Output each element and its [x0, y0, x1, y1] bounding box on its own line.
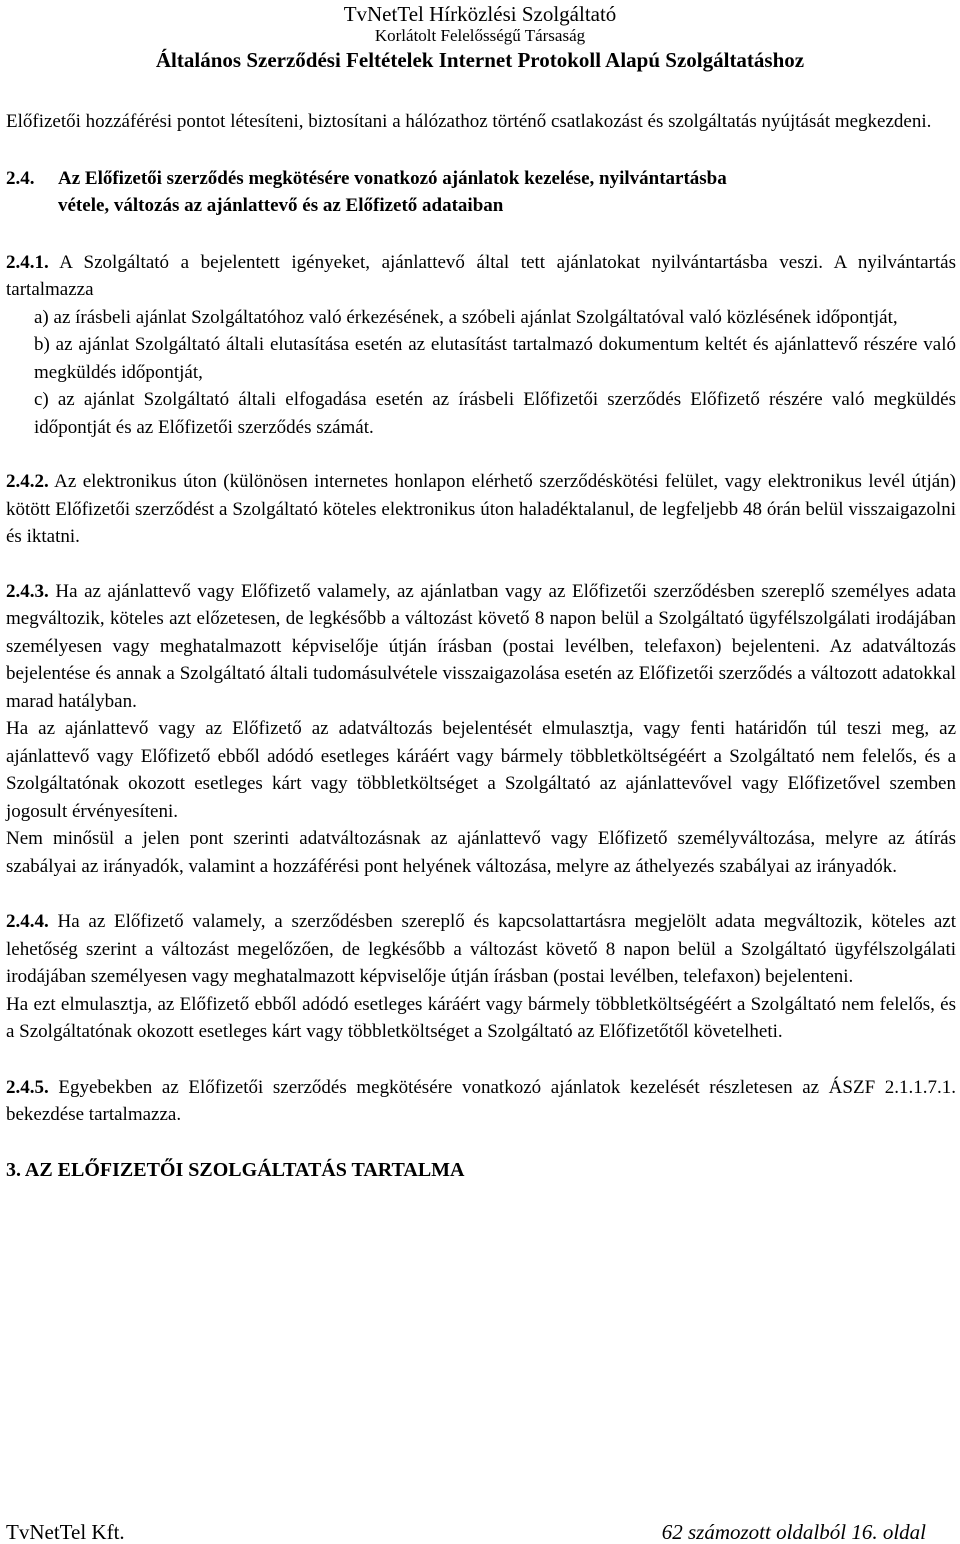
document-body: [6, 108, 956, 1184]
section-2-4-4-paragraph-2: Ha ezt elmulasztja, az Előfizető ebből adódó esetleges káráért vagy bármely többletköltségéért a Szolgáltató nem felelős, és a Szolgáltatónak okozott esetleges kárt vagy többletköltséget a Szolgáltató az Előfizetőtől követelheti.: [6, 993, 956, 1042]
section-title-line2: vétele, változás az ajánlattevő és az Előfizető adataiban: [58, 195, 504, 216]
section-number: 2.4.4.: [6, 911, 49, 932]
section-2-4-4: [6, 908, 956, 991]
document-title: Általános Szerződési Feltételek Internet Protokoll Alapú Szolgáltatáshoz: [155, 48, 805, 72]
section-number: 2.4.: [6, 167, 35, 189]
intro-paragraph: Előfizetői hozzáférési pontot létesíteni, biztosítani a hálózathoz történő csatlakozást és szolgáltatás nyújtását megkezdeni.: [6, 111, 932, 132]
section-2-4-5: [6, 1074, 956, 1129]
company-type: Korlátolt Felelősségű Társaság: [374, 26, 586, 45]
list-item-a: a) az írásbeli ajánlat Szolgáltatóhoz való érkezésének, a szóbeli ajánlat Szolgáltatóval való közlésének időpontját,: [34, 306, 898, 328]
section-2-4-3-paragraph-2: Ha az ajánlattevő vagy az Előfizető az adatváltozás bejelentését elmulasztja, vagy fenti határidőn túl teszi meg, az ajánlattevő vagy Előfizető ebből adódó esetleges káráért vagy bármely többletköltségéért a Szolgáltató nem felelős, és a Szolgáltatónak okozott esetleges kárt vagy többletköltséget a Szolgáltató az ajánlattevővel vagy Előfizetővel szemben jogosult érvényesíteni.: [6, 718, 956, 822]
section-2-4-3-paragraph-3: Nem minősül a jelen pont szerinti adatváltozásnak az ajánlattevő vagy Előfizető személyváltozása, melyre az átírás szabályai az irányadók, valamint a hozzáférési pont helyének változása, melyre az áthelyezés szabályai az irányadók.: [6, 828, 956, 877]
section-2-4-heading: [6, 165, 956, 220]
section-number: 2.4.2.: [6, 471, 49, 492]
section-text: Egyebekben az Előfizetői szerződés megkötésére vonatkozó ajánlatok kezelését részletesen az ÁSZF 2.1.1.7.1. bekezdése tartalmazza.: [6, 1076, 957, 1125]
section-text: Ha az ajánlattevő vagy Előfizető valamely, az ajánlatban vagy az Előfizetői szerződésben szereplő személyes adata megváltozik, köteles azt előzetesen, de legkésőbb a változást követő 8 napon belül a Szolgáltató ügyfélszolgálati irodájában személyesen vagy meghatalmazott képviselője útján írásban (postai levélben, telefaxon) bejelenteni. Az adatváltozás bejelentése és annak a Szolgáltató általi tudomásulvétele visszaigazolása esetén az Előfizetői szerződés a változott adatokkal marad hatályban.: [6, 580, 956, 712]
section-number: 2.4.3.: [6, 580, 49, 602]
chapter-3-heading: 3. AZ ELŐFIZETŐI SZOLGÁLTATÁS TARTALMA: [6, 1158, 465, 1181]
page-header: [0, 2, 960, 74]
company-name: TvNetTel Hírközlési Szolgáltató: [343, 2, 617, 26]
section-text: A Szolgáltató a bejelentett igényeket, ajánlattevő által tett ajánlatokat nyilvántartásba veszi. A nyilvántartás tartalmazza: [6, 251, 956, 300]
section-title-line1: Az Előfizetői szerződés megkötésére vonatkozó ajánlatok kezelése, nyilvántartásba: [58, 167, 727, 189]
footer-page-number: 62 számozott oldalból 16. oldal: [661, 1520, 926, 1544]
section-2-4-2: [6, 468, 956, 551]
list-item-b: b) az ajánlat Szolgáltató általi elutasítása esetén az elutasítást tartalmazó dokumentum keltét és ajánlattevő részére való megküldés időpontját,: [34, 334, 956, 383]
section-2-4-1: [6, 249, 956, 304]
list-item-c: c) az ajánlat Szolgáltató általi elfogadása esetén az írásbeli Előfizetői szerződés Előfizető részére való megküldés időpontját és az Előfizetői szerződés számát.: [34, 389, 956, 438]
section-text: Az elektronikus úton (különösen internetes honlapon elérhető szerződéskötési felület, vagy elektronikus levél útján) kötött Előfizetői szerződést a Szolgáltató köteles elektronikus úton haladéktalanul, de legfeljebb 48 órán belül visszaigazolni és iktatni.: [6, 471, 957, 547]
footer-company: TvNetTel Kft.: [6, 1520, 125, 1544]
section-text: Ha az Előfizető valamely, a szerződésben szereplő és kapcsolattartásra megjelölt adata megváltozik, köteles azt lehetőség szerint a változást megelőzően, de legkésőbb a változást követő 8 napon belül a Szolgáltató ügyfélszolgálati irodájában személyesen vagy meghatalmazott képviselője útján írásban (postai levélben, telefaxon) bejelenteni.: [6, 911, 956, 987]
section-2-4-3: [6, 578, 956, 716]
section-number: 2.4.1.: [6, 251, 49, 273]
section-number: 2.4.5.: [6, 1076, 49, 1098]
